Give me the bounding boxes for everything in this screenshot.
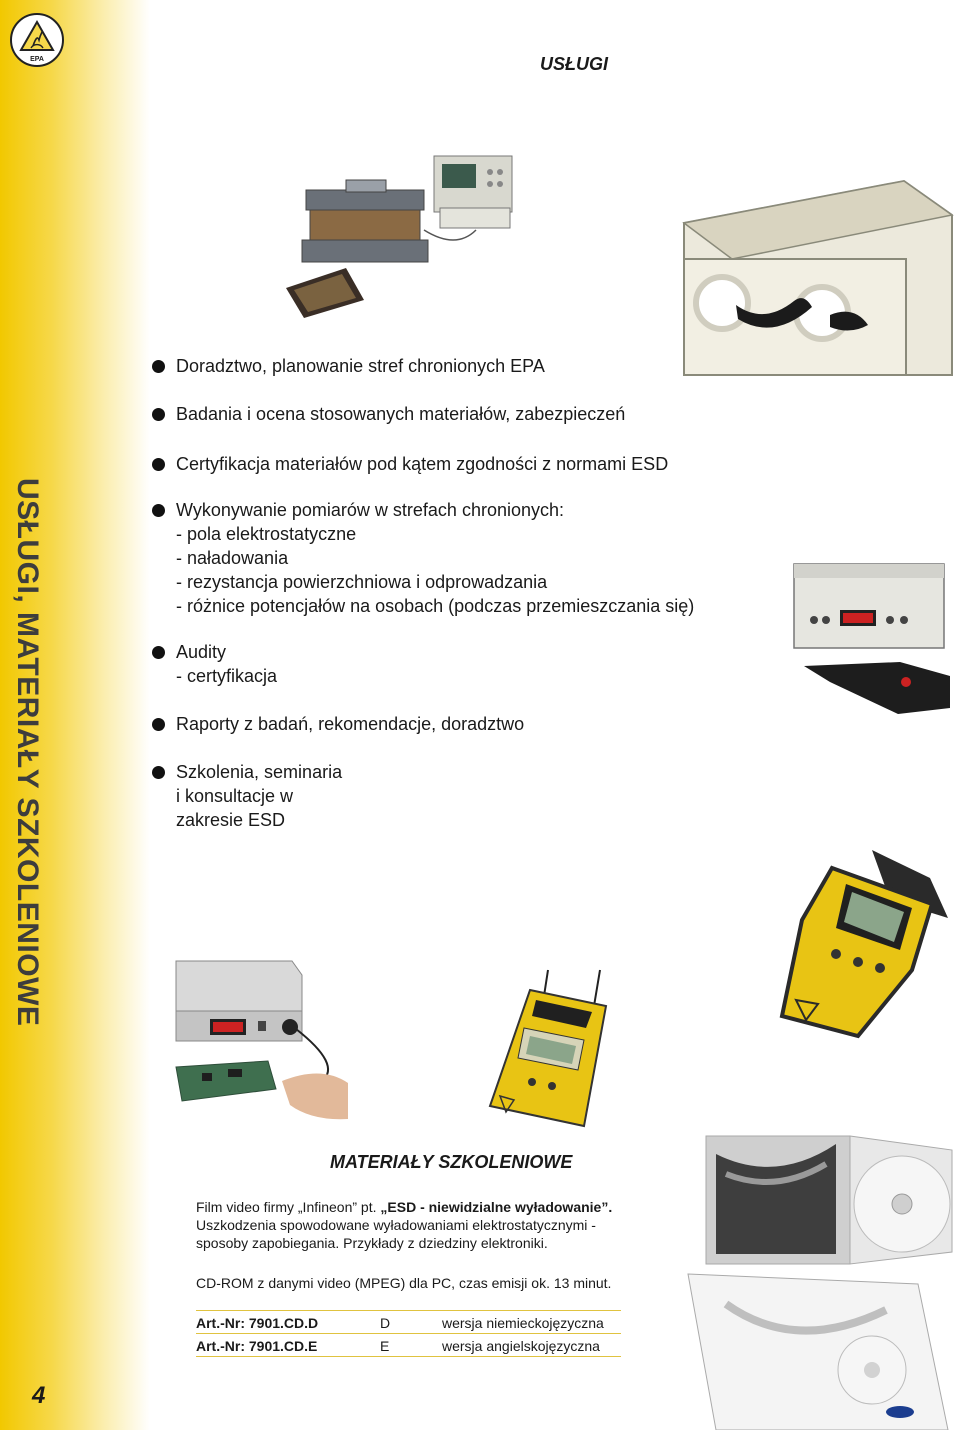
article-number: Art.-Nr: 7901.CD.E bbox=[196, 1334, 380, 1357]
service-subline: - pola elektrostatyczne bbox=[176, 524, 357, 544]
service-line: Doradztwo, planowanie stref chronionych EPA bbox=[176, 356, 545, 376]
service-line: Audity bbox=[176, 642, 227, 662]
cd-rom-case-photo bbox=[686, 1134, 958, 1430]
service-line: Badania i ocena stosowanych materiałów, zabezpieczeń bbox=[176, 404, 626, 424]
description-prefix: Film video firmy „Infineon” pt. bbox=[196, 1199, 381, 1215]
page-number: 4 bbox=[32, 1382, 46, 1409]
electrostatic-field-meter-photo bbox=[474, 966, 614, 1132]
service-item-training bbox=[150, 760, 342, 832]
table-row bbox=[196, 1311, 621, 1334]
field-meter-photo bbox=[790, 558, 958, 718]
service-subline: - naładowania bbox=[176, 548, 289, 568]
page-title: USŁUGI bbox=[540, 54, 609, 74]
article-version: wersja angielskojęzyczna bbox=[442, 1334, 621, 1357]
cdrom-info: CD-ROM z danymi video (MPEG) dla PC, czas emisji ok. 13 minut. bbox=[196, 1275, 612, 1291]
materials-section-title: MATERIAŁY SZKOLENIOWE bbox=[330, 1152, 573, 1172]
glove-box-photo bbox=[654, 175, 956, 380]
service-item-audits bbox=[150, 640, 277, 688]
epa-esd-logo bbox=[9, 12, 65, 68]
logo-label: EPA bbox=[30, 56, 44, 63]
service-item-epa-planning bbox=[150, 354, 545, 378]
description-line bbox=[196, 1198, 666, 1216]
service-line: Szkolenia, seminaria bbox=[176, 762, 343, 782]
service-line: Certyfikacja materiałów pod kątem zgodności z normami ESD bbox=[176, 454, 669, 474]
film-title: „ESD - niewidzialne wyładowanie” bbox=[380, 1199, 609, 1215]
description-suffix: . bbox=[608, 1199, 613, 1215]
service-item-reports bbox=[150, 712, 524, 736]
service-subline: - rezystancja powierzchniowa i odprowadzania bbox=[176, 572, 548, 592]
materials-description bbox=[196, 1198, 666, 1252]
sidebar bbox=[0, 0, 150, 1430]
service-line: i konsultacje w bbox=[176, 786, 294, 806]
article-version: wersja niemieckojęzyczna bbox=[442, 1311, 621, 1334]
table-row bbox=[196, 1334, 621, 1357]
article-code: D bbox=[380, 1311, 442, 1334]
lab-equipment-photo bbox=[286, 150, 518, 320]
service-line: zakresie ESD bbox=[176, 810, 286, 830]
description-line: sposoby zapobiegania. Przykłady z dziedziny elektroniki. bbox=[196, 1235, 548, 1251]
description-line: Uszkodzenia spowodowane wyładowaniami elektrostatycznymi - bbox=[196, 1217, 596, 1233]
service-item-measurements bbox=[150, 498, 694, 618]
article-table bbox=[196, 1310, 621, 1357]
article-number: Art.-Nr: 7901.CD.D bbox=[196, 1311, 380, 1334]
service-subline: - certyfikacja bbox=[176, 666, 278, 686]
service-item-material-testing bbox=[150, 402, 625, 426]
service-item-certification bbox=[150, 452, 668, 476]
service-line: Raporty z badań, rekomendacje, doradztwo bbox=[176, 714, 525, 734]
article-code: E bbox=[380, 1334, 442, 1357]
handheld-meter-photo bbox=[762, 850, 958, 1040]
service-subline: - różnice potencjałów na osobach (podczas przemieszczania się) bbox=[176, 596, 695, 616]
lab-device-photo bbox=[172, 955, 358, 1123]
service-line: Wykonywanie pomiarów w strefach chronionych: bbox=[176, 500, 565, 520]
sidebar-title: USŁUGI, MATERIAŁY SZKOLENIOWE bbox=[11, 478, 44, 1027]
